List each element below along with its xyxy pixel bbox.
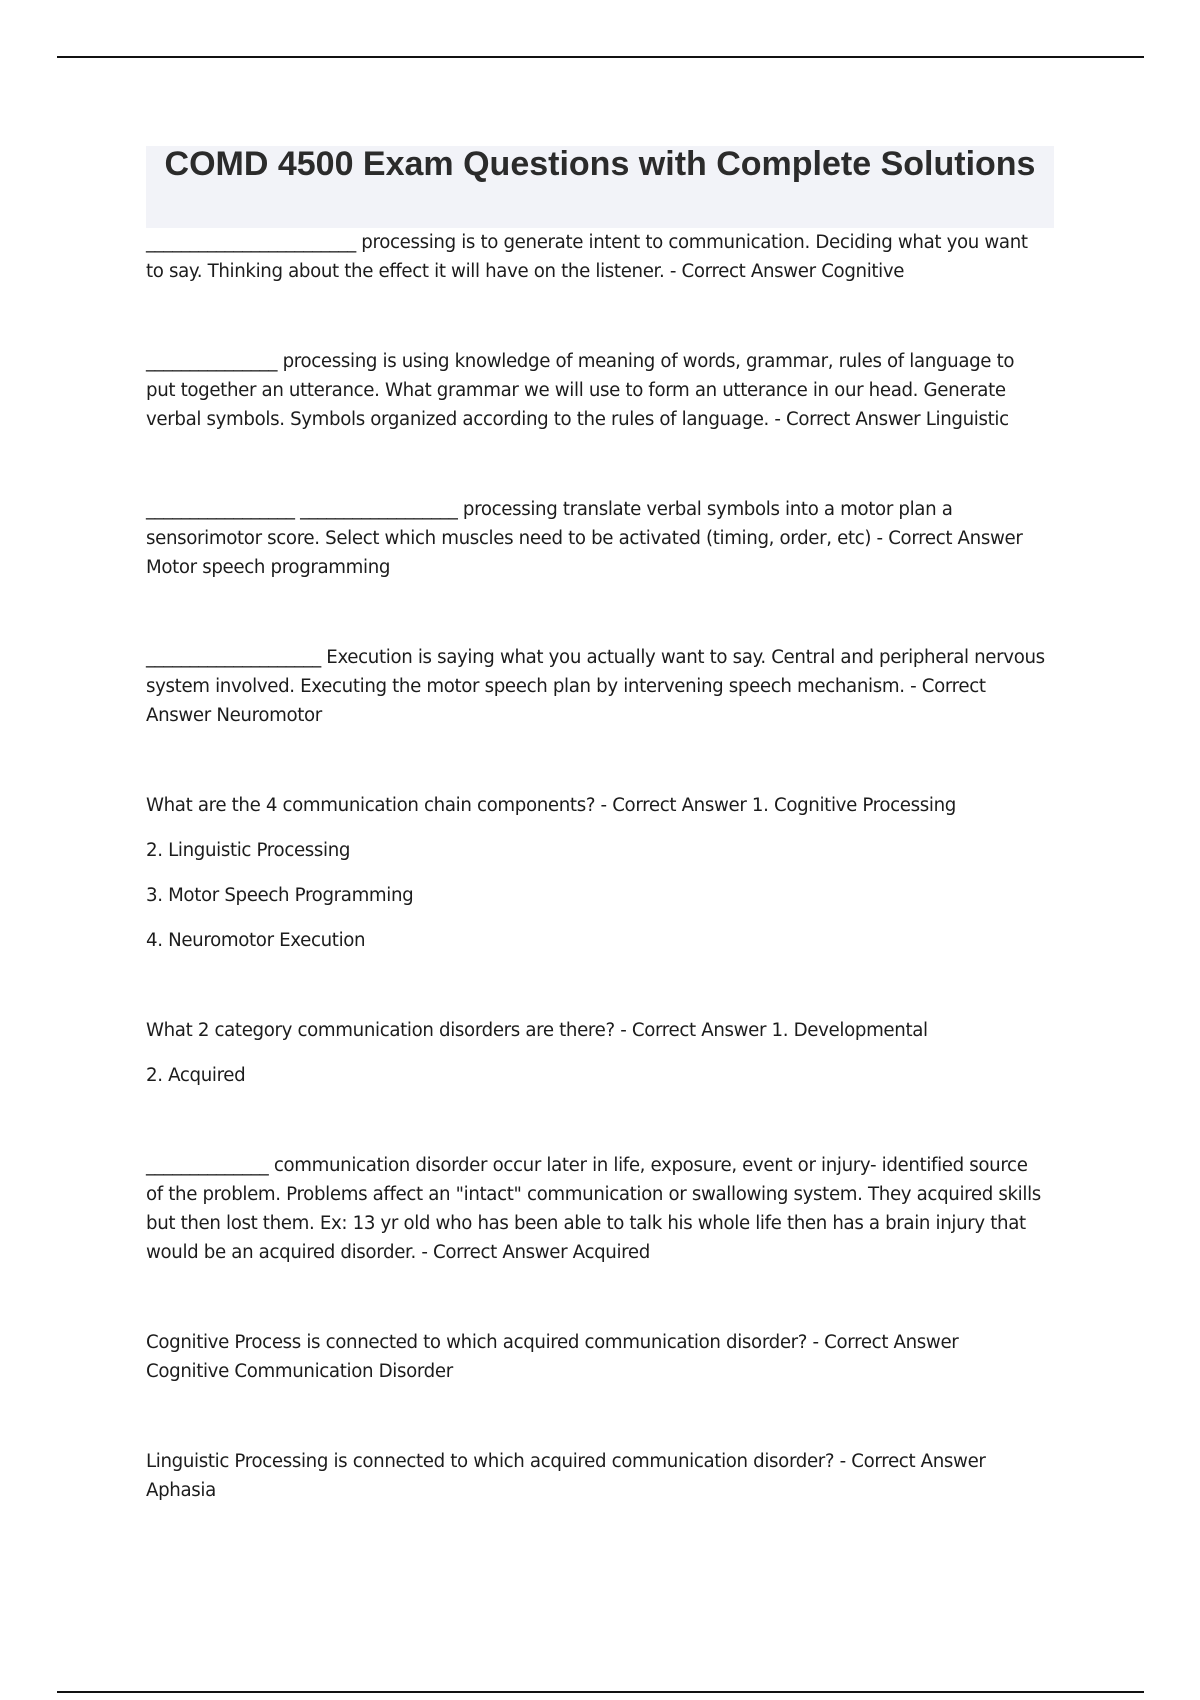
qa-item [146,791,1046,955]
answer-list-item: 2. Linguistic Processing [146,840,351,861]
bottom-rule [57,1691,1144,1693]
qa-item [146,1151,1046,1267]
document-body [146,228,1046,1566]
qa-item [146,643,1046,730]
qa-item [146,347,1046,434]
qa-text: _______________ processing is using knowledge of meaning of words, grammar, rules of language to put together an utterance. What grammar we will use to form an utterance in our head. Generate verbal symbols. Symbols organized according to the rules of language. - Correct Answer Linguistic [146,351,1015,430]
qa-text: _________________ __________________ processing translate verbal symbols into a motor plan a sensorimotor score. Select which muscles need to be activated (timing, order, etc) - Correct Answer Motor speech programming [146,499,1023,578]
qa-text: ________________________ processing is to generate intent to communication. Deciding what you want to say. Thinking about the effect it will have on the listener. - Correct Answer Cognitive [146,232,1028,282]
qa-item [146,1016,1046,1090]
qa-item [146,228,1046,286]
qa-text: ____________________ Execution is saying what you actually want to say. Central and peripheral nervous system involved. Executing the motor speech plan by intervening speech mechanism. - Correct Answer Neuromotor [146,647,1045,726]
answer-list-item: 2. Acquired [146,1065,246,1086]
qa-text: ______________ communication disorder occur later in life, exposure, event or injury- identified source of the problem. Problems affect an "intact" communication or swallowing system. They acquired skills but then lost them. Ex: 13 yr old who has been able to talk his whole life then has a brain injury that would be an acquired disorder. - Correct Answer Acquired [146,1155,1041,1263]
document-title: COMD 4500 Exam Questions with Complete Solutions [164,145,1036,183]
qa-text: What are the 4 communication chain components? - Correct Answer 1. Cognitive Processing [146,795,956,816]
qa-text: Cognitive Process is connected to which acquired communication disorder? - Correct Answer Cognitive Communication Disorder [146,1332,959,1382]
top-rule [57,56,1144,58]
qa-item [146,495,1046,582]
qa-item [146,1447,1046,1505]
qa-item [146,1328,1046,1386]
answer-list-item: 4. Neuromotor Execution [146,930,366,951]
answer-list-item: 3. Motor Speech Programming [146,885,414,906]
qa-text: Linguistic Processing is connected to which acquired communication disorder? - Correct Answer Aphasia [146,1451,986,1501]
qa-text: What 2 category communication disorders are there? - Correct Answer 1. Developmental [146,1020,928,1041]
